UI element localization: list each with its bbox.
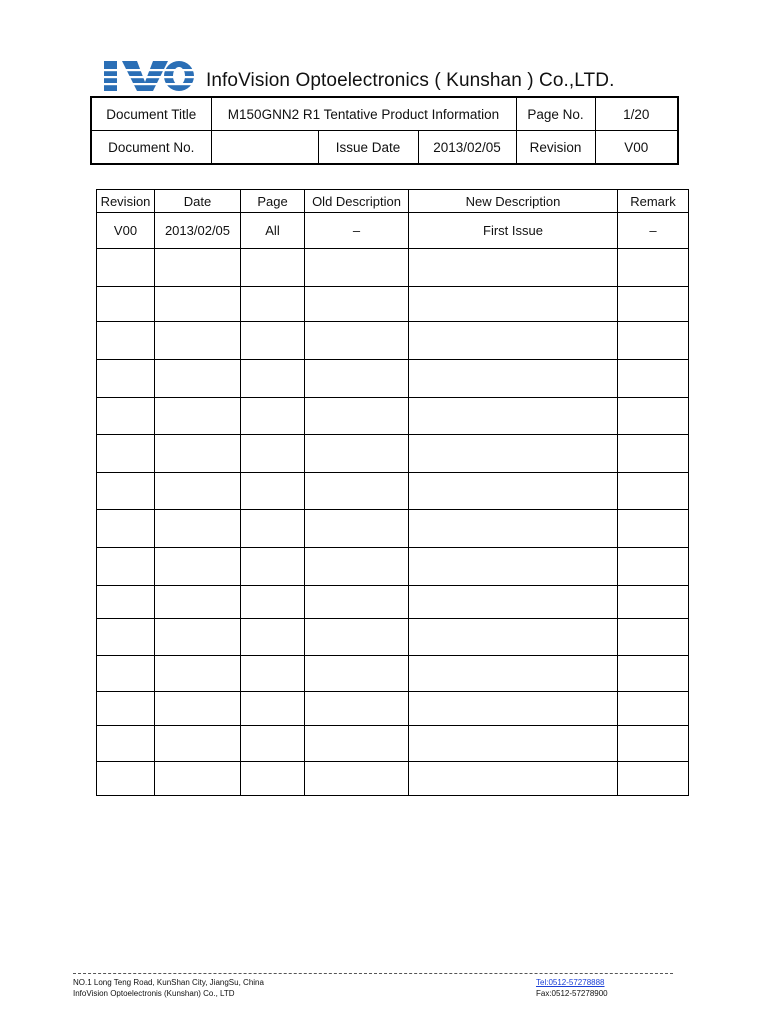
- table-cell: [241, 510, 305, 548]
- table-cell: [97, 692, 155, 726]
- table-cell: [97, 473, 155, 510]
- table-cell: [409, 619, 618, 656]
- tel-link[interactable]: Tel:0512-57278888: [536, 978, 605, 987]
- table-cell: [155, 287, 241, 322]
- table-cell: [155, 510, 241, 548]
- table-cell: [305, 726, 409, 762]
- table-cell: [305, 360, 409, 398]
- table-cell: [155, 692, 241, 726]
- table-cell: [97, 287, 155, 322]
- company-name: InfoVision Optoelectronics ( Kunshan ) Co.,LTD.: [206, 70, 615, 91]
- table-row: [97, 287, 689, 322]
- table-cell: [618, 435, 689, 473]
- table-cell: [305, 548, 409, 586]
- table-row: [97, 435, 689, 473]
- table-cell: [97, 435, 155, 473]
- table-row: [97, 762, 689, 796]
- table-row: [97, 692, 689, 726]
- table-header-row: [97, 190, 689, 213]
- table-cell: [618, 726, 689, 762]
- footer-address-block: [73, 977, 264, 999]
- table-cell: [409, 287, 618, 322]
- table-cell: [305, 249, 409, 287]
- table-cell: [97, 249, 155, 287]
- table-cell: [155, 586, 241, 619]
- doc-title-label: Document Title: [91, 97, 211, 131]
- table-row: [97, 548, 689, 586]
- table-cell: [409, 398, 618, 435]
- column-header: Remark: [618, 190, 689, 213]
- table-cell: [409, 762, 618, 796]
- table-cell: [618, 473, 689, 510]
- ivo-logo: [100, 56, 196, 96]
- table-cell: [409, 435, 618, 473]
- table-cell: [241, 360, 305, 398]
- table-cell: [618, 762, 689, 796]
- table-cell: [241, 287, 305, 322]
- table-cell: [155, 398, 241, 435]
- page-no-value: 1/20: [595, 97, 678, 131]
- table-cell: [155, 656, 241, 692]
- doc-no-label: Document No.: [91, 131, 211, 165]
- table-cell: [305, 287, 409, 322]
- table-row: [97, 656, 689, 692]
- table-cell: [618, 249, 689, 287]
- table-cell: [409, 586, 618, 619]
- table-cell: [305, 762, 409, 796]
- table-cell: [409, 249, 618, 287]
- table-cell: 2013/02/05: [155, 213, 241, 249]
- column-header: New Description: [409, 190, 618, 213]
- revision-history-table: [96, 189, 689, 796]
- table-cell: [409, 360, 618, 398]
- table-cell: [305, 398, 409, 435]
- footer-company: InfoVision Optoelectronis (Kunshan) Co., LTD: [73, 989, 235, 998]
- table-cell: [241, 619, 305, 656]
- document-header-table: [90, 96, 679, 165]
- revision-value: V00: [595, 131, 678, 165]
- table-cell: [305, 656, 409, 692]
- table-cell: [241, 435, 305, 473]
- table-cell: [618, 586, 689, 619]
- table-row: [97, 360, 689, 398]
- table-row: [97, 586, 689, 619]
- revision-label: Revision: [516, 131, 595, 165]
- doc-no-value: [211, 131, 318, 165]
- column-header: Page: [241, 190, 305, 213]
- table-row: [97, 510, 689, 548]
- table-cell: [155, 726, 241, 762]
- fax-number: Fax:0512-57278900: [536, 989, 608, 998]
- table-cell: [241, 586, 305, 619]
- table-cell: [409, 510, 618, 548]
- table-cell: [97, 360, 155, 398]
- table-cell: [97, 510, 155, 548]
- table-cell: [305, 510, 409, 548]
- table-cell: [241, 726, 305, 762]
- table-cell: [155, 249, 241, 287]
- table-cell: [97, 548, 155, 586]
- table-cell: [155, 762, 241, 796]
- doc-title-value: M150GNN2 R1 Tentative Product Information: [211, 97, 516, 131]
- table-cell: [618, 548, 689, 586]
- table-cell: [305, 619, 409, 656]
- issue-date-value: 2013/02/05: [418, 131, 516, 165]
- table-cell: [618, 398, 689, 435]
- table-cell: –: [305, 213, 409, 249]
- table-cell: [97, 619, 155, 656]
- table-cell: [618, 510, 689, 548]
- footer-contact-block: [536, 977, 608, 999]
- table-row: [97, 726, 689, 762]
- table-row: [97, 619, 689, 656]
- footer-divider: [73, 973, 673, 974]
- table-cell: [305, 435, 409, 473]
- table-cell: [155, 619, 241, 656]
- table-cell: [97, 322, 155, 360]
- table-cell: [305, 473, 409, 510]
- table-cell: [241, 398, 305, 435]
- page-no-label: Page No.: [516, 97, 595, 131]
- table-row: [97, 249, 689, 287]
- table-cell: All: [241, 213, 305, 249]
- table-cell: [241, 656, 305, 692]
- table-cell: [409, 548, 618, 586]
- table-cell: [155, 473, 241, 510]
- table-cell: [241, 322, 305, 360]
- table-row: [97, 322, 689, 360]
- table-row: [97, 473, 689, 510]
- table-cell: [155, 322, 241, 360]
- table-cell: [305, 692, 409, 726]
- table-cell: [241, 548, 305, 586]
- table-cell: [97, 586, 155, 619]
- table-cell: [409, 656, 618, 692]
- table-cell: [618, 360, 689, 398]
- table-cell: [305, 322, 409, 360]
- table-cell: [155, 435, 241, 473]
- footer-address: NO.1 Long Teng Road, KunShan City, JiangSu, China: [73, 978, 264, 987]
- column-header: Date: [155, 190, 241, 213]
- column-header: Revision: [97, 190, 155, 213]
- table-cell: [409, 692, 618, 726]
- table-row: [97, 213, 689, 249]
- table-cell: [618, 656, 689, 692]
- table-cell: V00: [97, 213, 155, 249]
- table-cell: [241, 692, 305, 726]
- table-cell: [97, 726, 155, 762]
- table-cell: [97, 398, 155, 435]
- table-cell: [618, 692, 689, 726]
- table-cell: [305, 586, 409, 619]
- table-cell: –: [618, 213, 689, 249]
- issue-date-label: Issue Date: [318, 131, 418, 165]
- table-cell: [409, 726, 618, 762]
- table-cell: First Issue: [409, 213, 618, 249]
- table-cell: [409, 322, 618, 360]
- table-cell: [241, 762, 305, 796]
- table-cell: [97, 656, 155, 692]
- table-cell: [155, 548, 241, 586]
- table-cell: [618, 287, 689, 322]
- table-cell: [241, 249, 305, 287]
- table-cell: [155, 360, 241, 398]
- table-cell: [241, 473, 305, 510]
- table-row: [97, 398, 689, 435]
- table-cell: [618, 619, 689, 656]
- column-header: Old Description: [305, 190, 409, 213]
- table-cell: [97, 762, 155, 796]
- table-cell: [409, 473, 618, 510]
- table-cell: [618, 322, 689, 360]
